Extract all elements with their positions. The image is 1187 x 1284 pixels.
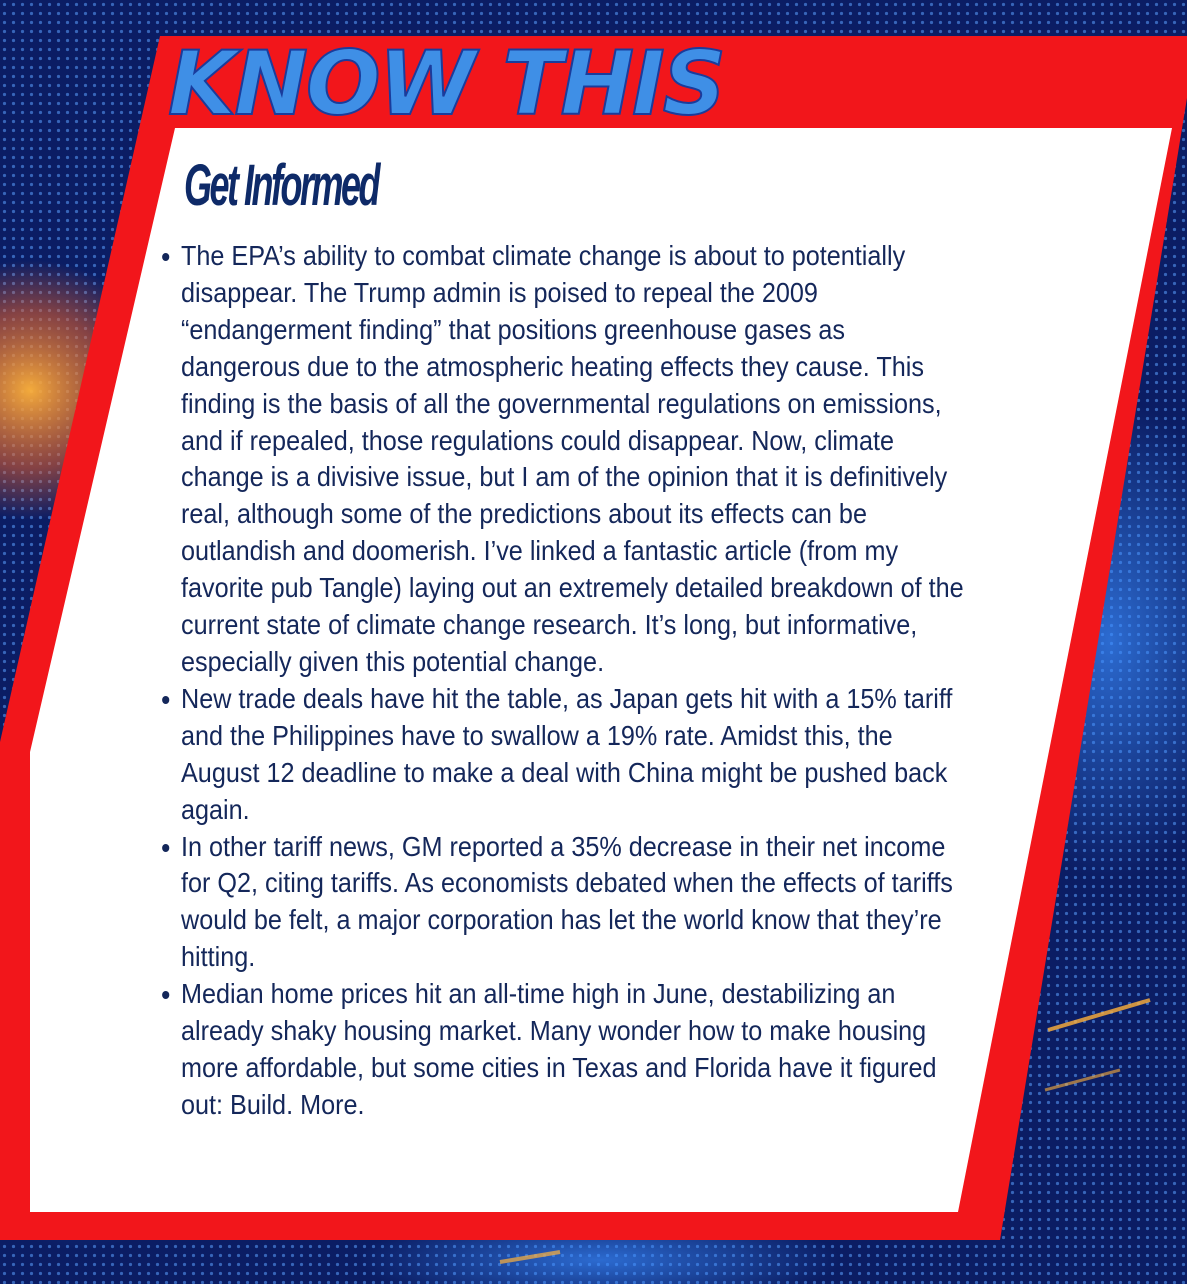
page-subtitle: Get Informed [184,153,379,218]
bullet-home-prices: Median home prices hit an all-time high in June, destabilizing an already shaky housing market. Many wonder how to make housing more affordable, but some cities in Texas and Florida have it figured out: Build. More. [181,976,966,1124]
page-title: KNOW THIS [168,32,725,135]
bullet-gm-tariffs: In other tariff news, GM reported a 35% decrease in their net income for Q2, citing tariffs. As economists debated when the effects of tariffs would be felt, a major corporation has let the world know that they’re hitting. [181,829,966,977]
bullet-trade-deals: New trade deals have hit the table, as Japan gets hit with a 15% tariff and the Philippines have to swallow a 19% rate. Amidst this, the August 12 deadline to make a deal with China might be pushed back again. [181,681,966,829]
bullet-epa-climate: The EPA’s ability to combat climate change is about to potentially disappear. The Trump admin is poised to repeal the 2009 “endangerment finding” that positions greenhouse gases as dangerous due to the atmospheric heating effects they cause. This finding is the basis of all the governmental regulations on emissions, and if repealed, those regulations could disappear. Now, climate change is a divisive issue, but I am of the opinion that it is definitively real, although some of the predictions about its effects can be outlandish and doomerish. I’ve linked a fantastic article (from my favorite pub Tangle) laying out an extremely detailed breakdown of the current state of climate change research. It’s long, but informative, especially given this potential change. [181,238,966,681]
news-bullet-list [181,238,966,1124]
